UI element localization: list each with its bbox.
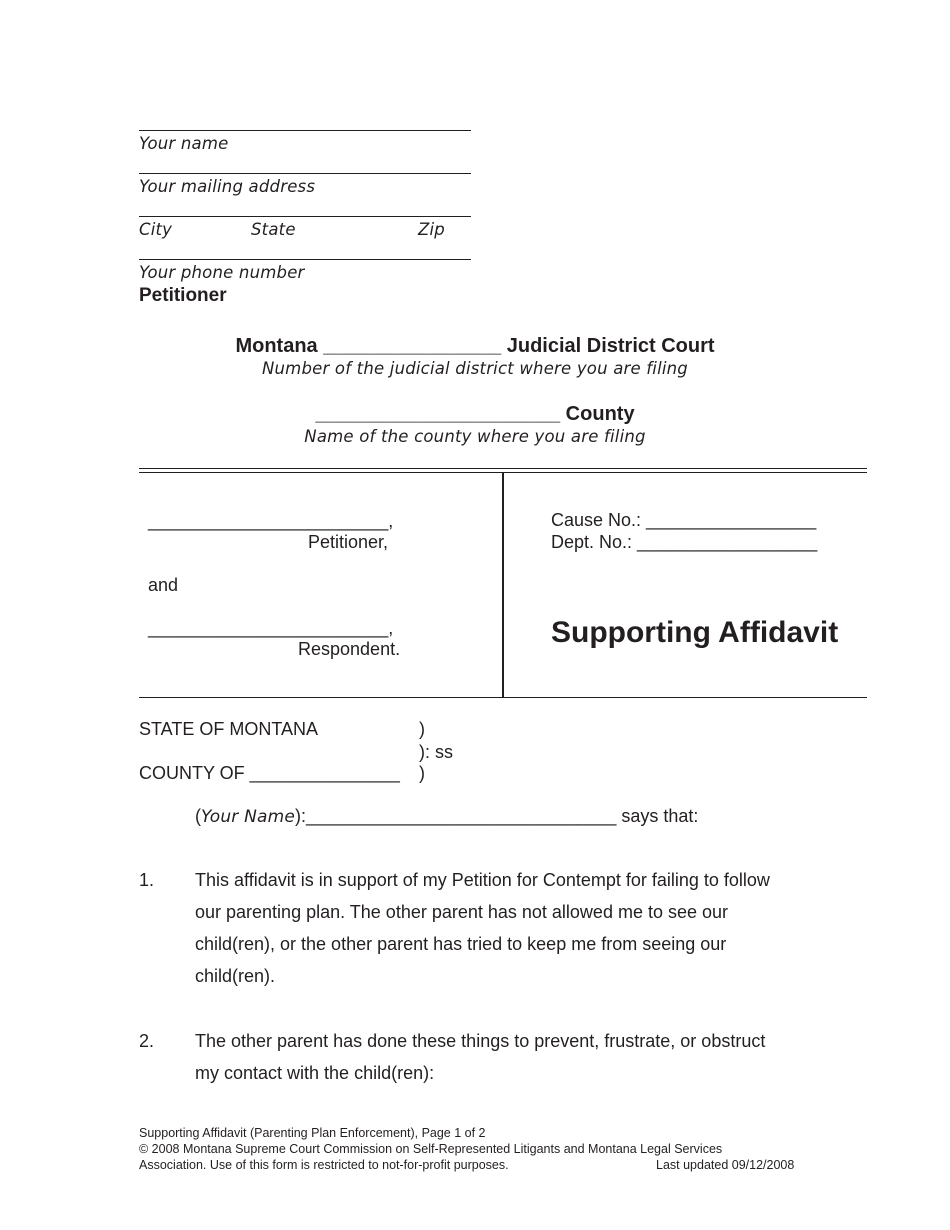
venue-ss: ): ss	[419, 742, 453, 762]
county-hint: Name of the county where you are filing	[304, 427, 646, 446]
phone-blank-line[interactable]	[139, 259, 471, 260]
petitioner-label: Petitioner,	[308, 532, 389, 552]
item-line: This affidavit is in support of my Petition for Contempt for failing to follow	[195, 870, 770, 890]
district-hint: Number of the judicial district where you are filing	[261, 359, 688, 378]
item-number: 2.	[139, 1031, 155, 1051]
county-line: ______________________ County	[315, 403, 635, 425]
your-name-label: Your name	[139, 134, 229, 153]
item-line: my contact with the child(ren):	[195, 1063, 435, 1083]
item-number: 1.	[139, 870, 155, 890]
item-line: The other parent has done these things to prevent, frustrate, or obstruct	[195, 1031, 766, 1051]
footer-line-1: Supporting Affidavit (Parenting Plan Enforcement), Page 1 of 2	[139, 1126, 486, 1140]
cause-no-field[interactable]: Cause No.: _________________	[551, 510, 817, 530]
venue-paren-2: )	[419, 763, 425, 783]
footer-updated: Last updated 09/12/2008	[656, 1158, 795, 1172]
footer-line-2: © 2008 Montana Supreme Court Commission on Self-Represented Litigants and Montana Legal Services	[139, 1142, 723, 1156]
affiant-line	[195, 806, 698, 827]
address-blank-line[interactable]	[139, 173, 471, 174]
document-title: Supporting Affidavit	[551, 616, 839, 649]
caption-top-rule	[139, 468, 867, 469]
petitioner-heading: Petitioner	[139, 285, 227, 306]
caption-bottom-rule	[139, 697, 867, 698]
phone-label: Your phone number	[139, 263, 305, 282]
county-of-field[interactable]: COUNTY OF _______________	[139, 763, 400, 783]
respondent-label: Respondent.	[298, 639, 401, 659]
and-label: and	[148, 575, 179, 595]
city-state-zip-blank-line[interactable]	[139, 216, 471, 217]
item-line: child(ren), or the other parent has tried to keep me from seeing our	[195, 934, 727, 954]
footer-line-3: Association. Use of this form is restricted to not-for-profit purposes.	[139, 1158, 509, 1172]
affiant-name-blank[interactable]: ):_______________________________ says that:	[295, 806, 699, 826]
zip-label: Zip	[418, 220, 445, 239]
court-line: Montana ________________ Judicial District Court	[235, 335, 715, 357]
name-blank-line[interactable]	[139, 130, 471, 131]
item-line: child(ren).	[195, 966, 276, 986]
affiant-open-paren: (	[195, 806, 201, 826]
affiant-name-label: Your Name	[201, 807, 296, 827]
caption-divider	[502, 472, 504, 697]
mailing-address-label: Your mailing address	[139, 177, 316, 196]
venue-paren-1: )	[419, 719, 425, 739]
item-line: our parenting plan. The other parent has not allowed me to see our	[195, 902, 729, 922]
dept-no-field[interactable]: Dept. No.: __________________	[551, 532, 818, 552]
state-of-montana: STATE OF MONTANA	[139, 719, 318, 739]
city-label: City	[139, 220, 173, 239]
respondent-name-blank[interactable]: ________________________,	[148, 618, 394, 638]
petitioner-name-blank[interactable]: ________________________,	[148, 511, 394, 531]
state-label: State	[251, 220, 296, 239]
